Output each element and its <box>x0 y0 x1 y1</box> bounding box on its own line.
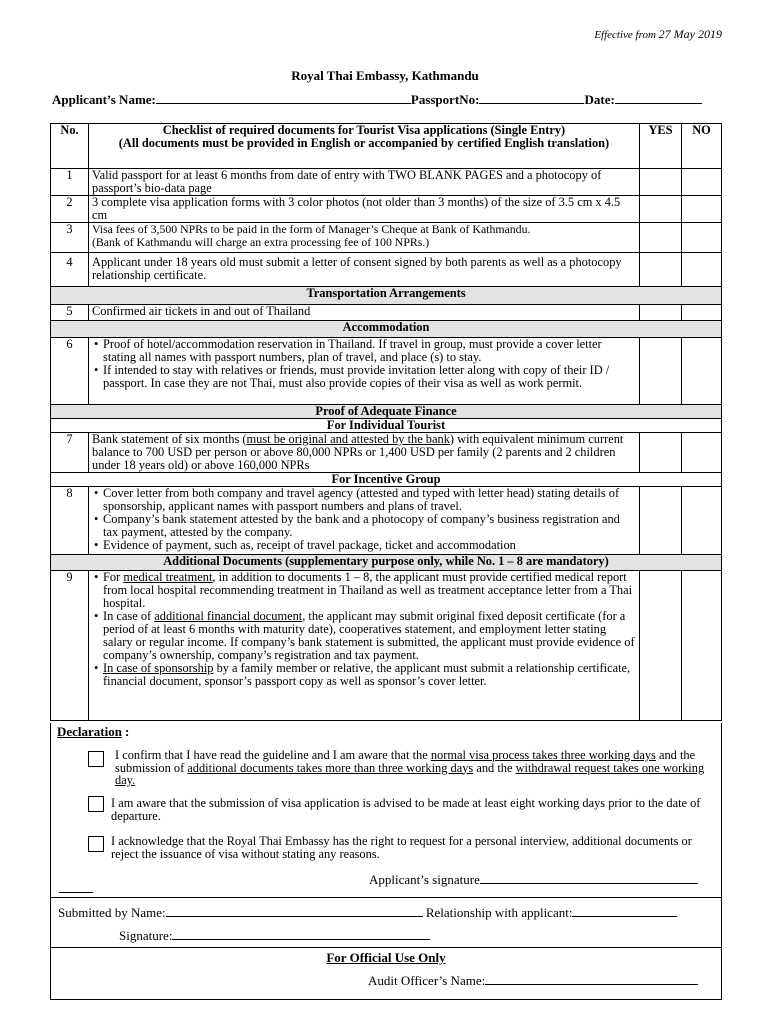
item-number: 7 <box>51 433 89 473</box>
declaration-text-2: I am aware that the submission of visa application is advised to be made at least eight working days prior to the date of departure. <box>111 796 701 823</box>
no-cell[interactable] <box>682 223 722 253</box>
passport-field[interactable] <box>479 91 584 104</box>
section-individual-label: For Individual Tourist <box>51 419 722 433</box>
bullet: • Cover letter from both company and travel agency (attested and typed with letter head) stating details of sponsorship, applicant names with passport numbers and plans of travel. <box>103 487 636 513</box>
no-cell[interactable] <box>682 571 722 721</box>
effective-date-value: 27 May 2019 <box>658 27 722 41</box>
relationship-label: Relationship with applicant: <box>425 905 573 920</box>
audit-officer-row <box>368 972 698 989</box>
item-text: 3 complete visa application forms with 3 color photos (not older than 3 months) of the size of 3.5 cm x 4.5 cm <box>89 196 640 223</box>
declaration-short-line <box>59 880 93 893</box>
table-row <box>51 487 722 555</box>
yes-cell[interactable] <box>640 223 682 253</box>
item-text-pre: Bank statement of six months ( <box>92 432 247 446</box>
bullet-underlined: In case of sponsorship <box>103 661 214 675</box>
item-number: 6 <box>51 338 89 405</box>
declaration-colon: : <box>125 724 130 739</box>
table-row <box>51 571 722 721</box>
decl1-underlined-2: additional documents takes more than three working days <box>187 760 474 775</box>
applicant-name-field[interactable] <box>156 91 411 104</box>
table-row <box>51 253 722 287</box>
effective-date <box>594 27 722 42</box>
table-row <box>51 433 722 473</box>
header-line-2: (All documents must be provided in English or accompanied by certified English translation) <box>118 136 610 150</box>
item-number: 5 <box>51 305 89 321</box>
col-header-yes: YES <box>640 124 682 169</box>
bullet-pre: In case of <box>103 609 155 623</box>
submitted-signature-field[interactable] <box>172 927 430 940</box>
item-number: 9 <box>51 571 89 721</box>
col-header-no-answer: NO <box>682 124 722 169</box>
applicant-signature-label: Applicant’s signature <box>369 872 480 887</box>
item-number: 8 <box>51 487 89 555</box>
no-cell[interactable] <box>682 433 722 473</box>
yes-cell[interactable] <box>640 169 682 196</box>
decl1-mid2: and the <box>473 760 516 775</box>
section-individual <box>51 419 722 433</box>
table-row <box>51 338 722 405</box>
no-cell[interactable] <box>682 253 722 287</box>
item-text: Valid passport for at least 6 months from date of entry with TWO BLANK PAGES and a photocopy of passport’s bio-data page <box>89 169 640 196</box>
official-use-title: For Official Use Only <box>326 950 446 965</box>
section-transport <box>51 287 722 305</box>
section-transport-label: Transportation Arrangements <box>51 287 722 305</box>
bullet-post: , the applicant may submit original fixed deposit certificate (for a period of at least 6 months with maturity date), cooperatives statement, and employment letter stating salary or regular income. If company’s bank statement is submitted, the applicant must provide evidence of company’s ownership, company’s registration and tax payment. <box>103 609 635 662</box>
yes-cell[interactable] <box>640 487 682 555</box>
yes-cell[interactable] <box>640 571 682 721</box>
item-number: 3 <box>51 223 89 253</box>
bullet: • Company’s bank statement attested by the bank and a photocopy of company’s business registration and tax payment, attested by the company. <box>103 513 636 539</box>
checklist-table <box>50 123 722 721</box>
item-text <box>89 487 640 555</box>
item-text: Applicant under 18 years old must submit a letter of consent signed by both parents as well as a photocopy relationship certificate. <box>89 253 640 287</box>
bullet <box>103 571 636 610</box>
yes-cell[interactable] <box>640 196 682 223</box>
section-additional <box>51 555 722 571</box>
no-cell[interactable] <box>682 338 722 405</box>
no-cell[interactable] <box>682 169 722 196</box>
decl1-underlined-1: normal visa process takes three working days <box>430 748 656 762</box>
bullet: • Proof of hotel/accommodation reservation in Thailand. If travel in group, must provide a cover letter stating all names with passport numbers, plan of travel, and place (s) to stay. <box>103 338 636 364</box>
bullet-pre: For <box>103 570 124 584</box>
date-field[interactable] <box>615 91 702 104</box>
decl1-mid: and the submission of <box>115 748 696 775</box>
item-text <box>89 223 640 253</box>
date-label: Date: <box>584 92 615 107</box>
relationship-field[interactable] <box>572 904 677 917</box>
table-row <box>51 169 722 196</box>
declaration-checkbox-2[interactable] <box>88 796 104 812</box>
no-cell[interactable] <box>682 487 722 555</box>
submitted-signature-label: Signature: <box>119 928 173 943</box>
col-header-checklist <box>89 124 640 169</box>
applicant-name-label: Applicant’s Name: <box>52 92 156 107</box>
bullet <box>103 662 636 688</box>
table-row <box>51 196 722 223</box>
no-cell[interactable] <box>682 196 722 223</box>
item-text <box>89 338 640 405</box>
submitted-name-label: Submitted by Name: <box>58 905 166 920</box>
bullet: • Evidence of payment, such as, receipt of travel package, ticket and accommodation <box>103 539 636 552</box>
item-text-post: ) with equivalent minimum current balance to 700 USD per person or above 80,000 NPRs or 1,400 USD per family (2 parents and 2 children under 18 years old) or above 160,000 NPRs <box>92 432 624 472</box>
applicant-signature-row <box>369 871 698 888</box>
decl1-underlined-3: withdrawal request takes one working day. <box>115 760 705 787</box>
bullet-underlined: medical treatment <box>123 570 213 584</box>
table-row <box>51 223 722 253</box>
item-text: Confirmed air tickets in and out of Thailand <box>89 305 640 321</box>
yes-cell[interactable] <box>640 253 682 287</box>
declaration-text-1 <box>115 749 715 787</box>
submitted-signature-row <box>119 927 430 944</box>
declaration-section <box>50 723 722 898</box>
declaration-text-3: I acknowledge that the Royal Thai Embassy has the right to request for a personal interview, additional documents or reject the issuance of visa without stating any reasons. <box>111 834 692 861</box>
section-accommodation <box>51 321 722 338</box>
table-row <box>51 305 722 321</box>
yes-cell[interactable] <box>640 433 682 473</box>
col-header-no: No. <box>51 124 89 169</box>
declaration-checkbox-1[interactable] <box>88 751 104 767</box>
embassy-title: Royal Thai Embassy, Kathmandu <box>291 68 479 83</box>
item-text-line2: (Bank of Kathmandu will charge an extra processing fee of 100 NPRs.) <box>92 235 430 249</box>
passport-label: PassportNo: <box>410 92 480 107</box>
item-text-underlined: must be original and attested by the bank <box>246 432 450 446</box>
declaration-title: Declaration <box>57 724 122 739</box>
audit-officer-field[interactable] <box>485 972 698 985</box>
item-text <box>89 433 640 473</box>
audit-officer-label: Audit Officer’s Name: <box>368 973 486 988</box>
table-header-row <box>51 124 722 169</box>
declaration-checkbox-3[interactable] <box>88 836 104 852</box>
header-line-1: Checklist of required documents for Tourist Visa applications (Single Entry) <box>162 123 566 137</box>
bullet <box>103 610 636 662</box>
decl1-pre: I confirm that I have read the guideline and I am aware that the <box>115 748 431 762</box>
section-additional-label: Additional Documents (supplementary purpose only, while No. 1 – 8 are mandatory) <box>51 555 722 571</box>
effective-prefix: Effective from <box>594 29 656 41</box>
bullet-underlined: additional financial document <box>154 609 303 623</box>
item-number: 1 <box>51 169 89 196</box>
submitted-name-row <box>58 904 677 921</box>
bullet-post: by a family member or relative, the applicant must submit a relationship certificate, financial document, sponsor’s passport copy as well as sponsor’s cover letter. <box>103 661 631 688</box>
yes-cell[interactable] <box>640 305 682 321</box>
yes-cell[interactable] <box>640 338 682 405</box>
item-number: 4 <box>51 253 89 287</box>
bullet-post: , in addition to documents 1 – 8, the applicant must provide certified medical report from local hospital recommending treatment in Thailand as well as treatment acceptance letter from a Thai hospital. <box>103 570 633 610</box>
section-accommodation-label: Accommodation <box>51 321 722 338</box>
no-cell[interactable] <box>682 305 722 321</box>
submitted-by-section <box>50 897 722 948</box>
section-incentive-label: For Incentive Group <box>51 473 722 487</box>
section-finance <box>51 405 722 419</box>
item-text-line1: Visa fees of 3,500 NPRs to be paid in the form of Manager’s Cheque at Bank of Kathmandu. <box>92 222 531 236</box>
bullet: • If intended to stay with relatives or friends, must provide invitation letter along with copy of their ID / passport. In case they are not Thai, must also provide copies of their visa as well as work permit. <box>103 364 636 390</box>
official-use-section <box>50 946 722 1000</box>
applicant-signature-field[interactable] <box>480 871 698 884</box>
item-number: 2 <box>51 196 89 223</box>
applicant-line <box>52 91 702 108</box>
submitted-name-field[interactable] <box>166 904 423 917</box>
item-text <box>89 571 640 721</box>
section-incentive <box>51 473 722 487</box>
section-finance-label: Proof of Adequate Finance <box>51 405 722 419</box>
